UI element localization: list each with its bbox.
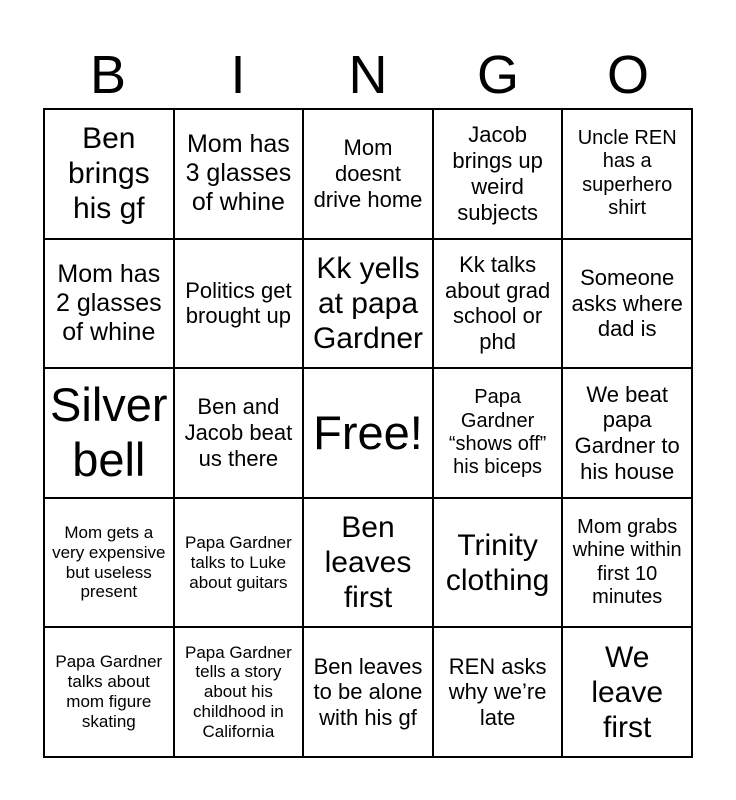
- cell-text: Papa Gardner talks to Luke about guitars: [184, 532, 292, 592]
- bingo-cell[interactable]: [433, 239, 563, 369]
- bingo-cell[interactable]: [44, 368, 174, 498]
- bingo-cell[interactable]: [44, 498, 174, 628]
- bingo-board: [43, 108, 693, 758]
- header-letter-g: G: [476, 45, 519, 105]
- cell-text: Ben leaves to be alone with his gf: [313, 653, 423, 731]
- bingo-cell[interactable]: [303, 239, 433, 369]
- cell-text: Ben brings his gf: [67, 122, 150, 226]
- free-space-cell[interactable]: [303, 368, 433, 498]
- bingo-cell[interactable]: [174, 627, 304, 757]
- cell-text: Ben leaves first: [324, 510, 412, 615]
- cell-text: Politics get brought up: [185, 277, 292, 329]
- bingo-cell[interactable]: [44, 239, 174, 369]
- bingo-cell[interactable]: [303, 498, 433, 628]
- bingo-cell[interactable]: [44, 627, 174, 757]
- bingo-cell[interactable]: [562, 627, 692, 757]
- cell-text: Papa Gardner tells a story about his childhood in California: [184, 642, 292, 741]
- bingo-cell[interactable]: [303, 627, 433, 757]
- cell-text: Mom has 3 glasses of whine: [185, 129, 292, 217]
- bingo-cell[interactable]: [174, 498, 304, 628]
- bingo-header: [43, 42, 693, 108]
- cell-text: Kk yells at papa Gardner: [312, 251, 424, 355]
- bingo-cell[interactable]: [433, 368, 563, 498]
- bingo-cell[interactable]: [303, 109, 433, 239]
- free-space-text: Free!: [313, 405, 423, 459]
- cell-text: Mom doesnt drive home: [313, 135, 423, 212]
- cell-text: Ben and Jacob beat us there: [184, 394, 293, 471]
- cell-text: REN asks why we’re late: [448, 653, 547, 731]
- cell-text: Mom gets a very expensive but useless present: [52, 522, 166, 602]
- bingo-cell[interactable]: [562, 239, 692, 369]
- bingo-cell[interactable]: [562, 368, 692, 498]
- cell-text: Papa Gardner talks about mom figure skating: [55, 652, 163, 732]
- cell-text: Mom grabs whine within first 10 minutes: [572, 515, 682, 608]
- cell-text: Mom has 2 glasses of whine: [55, 259, 162, 347]
- bingo-cell[interactable]: [562, 498, 692, 628]
- cell-text: We beat papa Gardner to his house: [574, 381, 680, 484]
- bingo-cell[interactable]: [174, 368, 304, 498]
- bingo-cell[interactable]: [174, 109, 304, 239]
- bingo-cell[interactable]: [174, 239, 304, 369]
- cell-text: Jacob brings up weird subjects: [452, 122, 543, 225]
- bingo-cell[interactable]: [433, 627, 563, 757]
- header-letter-b: B: [89, 45, 127, 105]
- cell-text: We leave first: [591, 640, 664, 744]
- bingo-cell[interactable]: [433, 109, 563, 239]
- cell-text: Uncle REN has a superhero shirt: [577, 127, 677, 220]
- cell-text: Someone asks where dad is: [571, 264, 683, 342]
- cell-text: Silver bell: [50, 378, 168, 486]
- cell-text: Kk talks about grad school or phd: [444, 251, 551, 355]
- bingo-cell[interactable]: [44, 109, 174, 239]
- cell-text: Trinity clothing: [445, 528, 550, 597]
- header-letter-n: N: [348, 45, 388, 105]
- bingo-cell[interactable]: [562, 109, 692, 239]
- header-letter-o: O: [606, 45, 649, 105]
- bingo-cell[interactable]: [433, 498, 563, 628]
- cell-text: Papa Gardner “shows off” his biceps: [448, 386, 547, 479]
- header-letter-i: I: [230, 45, 246, 105]
